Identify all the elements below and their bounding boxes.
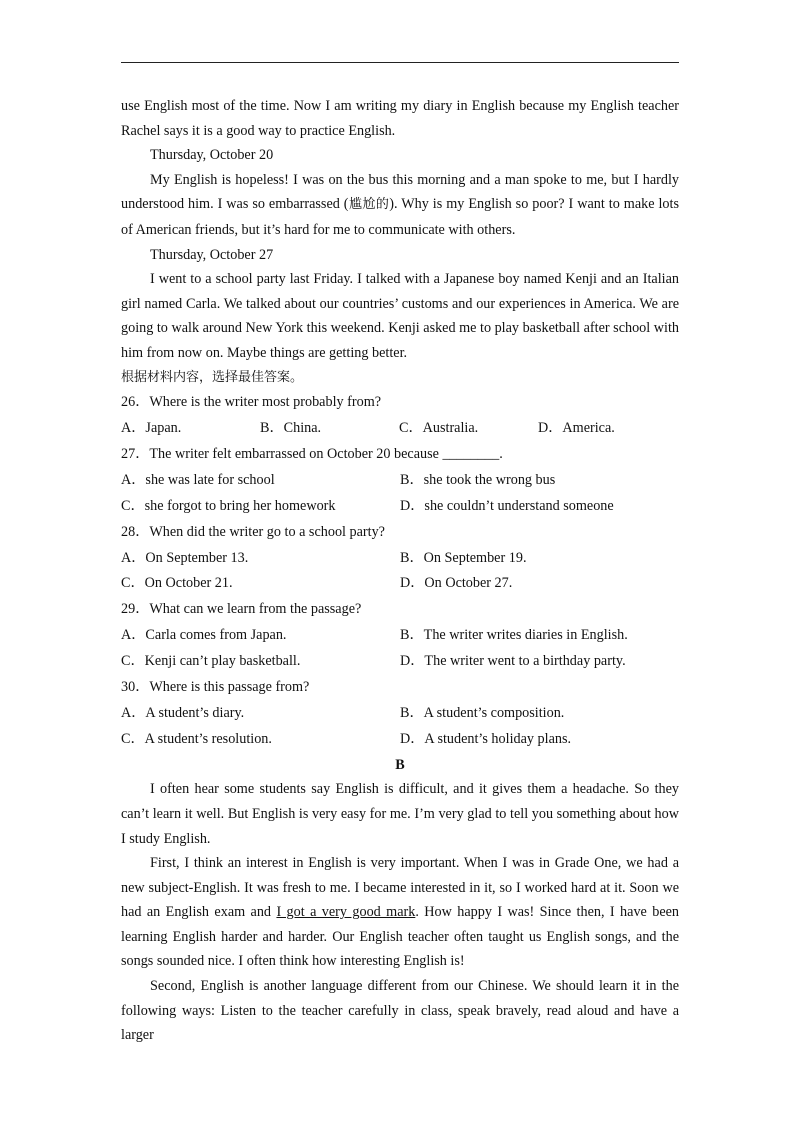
p1-text-b: ). Why is my English so poor? I want to make lots of American friends, but it’s hard for me to communicate with others. [121,196,679,238]
option-a: A．Japan. [121,420,182,437]
p1-text-a: My English is hopeless! I was on the bus this morning and a man spoke to me, but I hardly understood him. I was so embarrassed ( [121,171,679,213]
option-c: C．Australia. [399,420,479,437]
p1-chinese-gloss: 尴尬的 [348,197,390,213]
passage-a-paragraph-2: I went to a school party last Friday. I talked with a Japanese boy named Kenji and an Italian girl named Carla. We talked about our countries’ customs and our experiences in America. We are going to walk around New York this weekend. Kenji asked me to play basketball after school with him from now on. Maybe things are getting better. [121,271,679,361]
document-body [121,94,679,1048]
header-rule [121,62,679,63]
passage-a-paragraph-1 [121,168,679,243]
question-26-options [121,416,679,442]
section-b-paragraph-2 [121,851,679,974]
p2-text-a: First, I think an interest in English is very important. When I was in Grade One, we had a new subject-English. It was fresh to me. I became interested in it, so I worked hard at it. Soon we had an English exam and [121,855,679,921]
option-a: A．Carla comes from Japan. [121,627,287,644]
option-c: C．On October 21. [121,575,233,592]
option-c: C．she forgot to bring her homework [121,497,336,514]
option-b: B．The writer writes diaries in English. [400,627,628,644]
p2-text-b: . How happy I was! Since then, I have been learning English harder and harder. Our English teacher often taught us English songs, and the songs sounded nice. I often think how interesting English is! [121,904,680,970]
option-a: A．she was late for school [121,471,275,488]
option-d: D．The writer went to a birthday party. [400,653,626,670]
option-b: B．she took the wrong bus [400,471,556,488]
option-b: B．On September 19. [400,549,527,566]
option-a: A．A student’s diary. [121,704,245,721]
underlined-phrase: I got a very good mark [276,904,416,921]
option-b: B．China. [260,420,322,437]
question-30-stem: 30．Where is this passage from? [121,679,310,696]
question-27-options [121,468,679,520]
option-b: B．A student’s composition. [400,704,565,721]
option-d: D．On October 27. [400,575,513,592]
section-b-paragraph-1: I often hear some students say English is difficult, and it gives them a headache. So they can’t learn it well. But English is very easy for me. I’m very glad to tell you something about how I study English. [121,781,679,847]
diary-date-1: Thursday, October 20 [150,147,274,164]
option-d: D．America. [538,420,615,437]
question-29-stem: 29．What can we learn from the passage? [121,601,362,618]
section-b-paragraph-3: Second, English is another language different from our Chinese. We should learn it in the following ways: Listen to the teacher carefully in class, speak bravely, read aloud and have a larger [121,978,679,1044]
passage-a-paragraph-0: use English most of the time. Now I am writing my diary in English because my English teacher Rachel says it is a good way to practice English. [121,98,679,139]
option-c: C．Kenji can’t play basketball. [121,653,301,670]
option-c: C．A student’s resolution. [121,730,272,747]
question-29-options [121,623,679,675]
section-b-heading: B [395,756,405,773]
instruction: 根据材料内容，选择最佳答案。 [121,369,304,385]
question-30-options [121,701,679,753]
diary-date-2: Thursday, October 27 [150,246,274,263]
question-28-options [121,546,679,598]
option-a: A．On September 13. [121,549,249,566]
question-28-stem: 28．When did the writer go to a school party? [121,523,385,540]
option-d: D．she couldn’t understand someone [400,497,614,514]
question-27-stem: 27．The writer felt embarrassed on October 20 because ________. [121,445,503,462]
option-d: D．A student’s holiday plans. [400,730,572,747]
question-26-stem: 26．Where is the writer most probably from? [121,394,382,411]
